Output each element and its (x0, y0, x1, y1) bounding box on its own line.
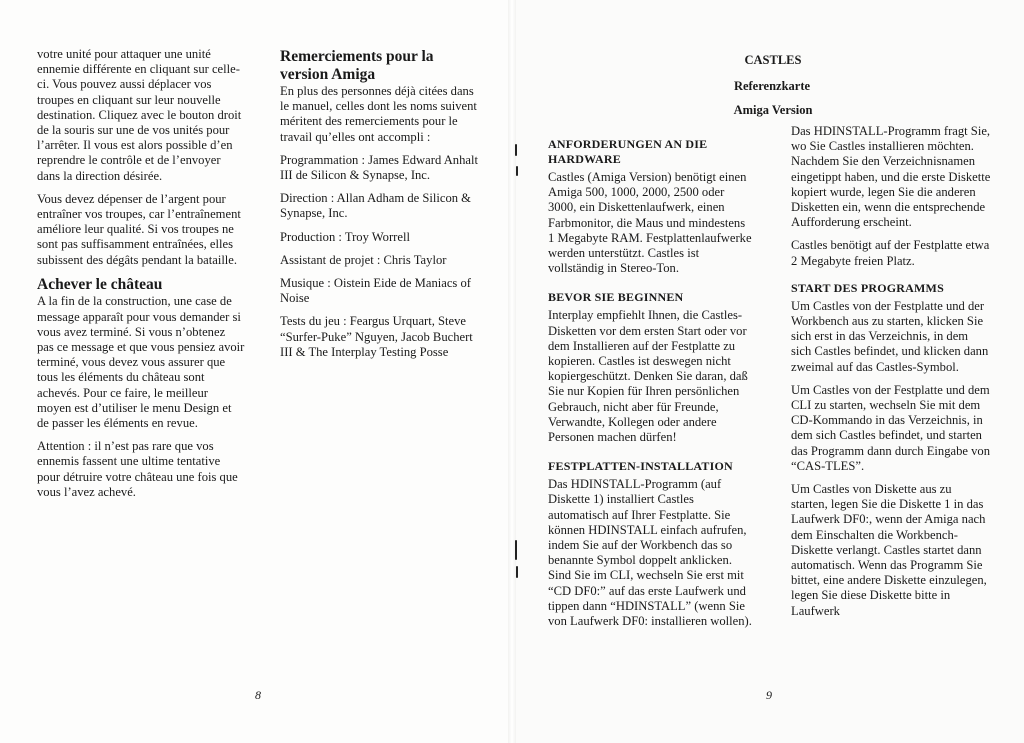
scan-mark (515, 144, 517, 156)
paragraph: Interplay empfiehlt Ihnen, die Castles-Disketten vor dem ersten Start oder vor dem Installieren auf der Festplatte zu kopieren. Castles ist deswegen nicht kopiergeschützt. Denken Sie daran, daß Sie nur Kopien für Ihren persönlichen Gebrauch, nicht aber für Freunde, Verwandte, Kollegen oder andere Personen machen dürfen! (548, 308, 748, 445)
section-heading: Achever le château (37, 275, 163, 293)
section-heading: BEVOR SIE BEGINNEN (548, 290, 684, 305)
paragraph: votre unité pour attaquer une unité ennemie différente en cliquant sur celle-ci. Vous pouvez aussi déplacer vos troupes en cliquant sur leur nouvelle destination. Cliquez avec le bouton droit de la souris sur une de vos unités pour l’arrêter. Il vous est alors possible d’en reprendre le contrôle et de l’envoyer dans la direction désirée. (37, 47, 242, 183)
document-title: CASTLES (744, 53, 802, 67)
credit-line: Direction : Allan Adham de Silicon & Synapse, Inc. (280, 191, 471, 221)
credit-line: Musique : Oistein Eide de Maniacs of Noise (280, 276, 471, 306)
right-column-1 (548, 137, 753, 637)
credit-line: Programmation : James Edward Anhalt III de Silicon & Synapse, Inc. (280, 152, 478, 183)
paragraph: Vous devez dépenser de l’argent pour entraîner vos troupes, car l’entraînement améliore leur qualité. Si vos troupes ne sont pas suffisamment entraînées, elles subissent des dégâts pendant la bataille. (37, 191, 241, 267)
paragraph: En plus des personnes déjà citées dans le manuel, celles dont les noms suivent méritent des remerciements pour le travail qu’elles ont accompli : (280, 84, 477, 144)
paragraph: Das HDINSTALL-Programm fragt Sie, wo Sie Castles installieren möchten. Nachdem Sie den Verzeichnisnamen eingetippt haben, und die erste Diskette kopiert wurde, legen Sie die anderen Disketten ein, wenn die entsprechende Aufforderung erscheint. (791, 124, 991, 230)
paragraph: Um Castles von Diskette aus zu starten, legen Sie die Diskette 1 in das Laufwerk DF0:, wenn der Amiga nach dem Einschalten die Workbench-Diskette verlangt. Castles startet dann automatisch. Wenn das Programm Sie bittet, eine andere Diskette einzulegen, legen Sie diese Diskette bitte in Laufwerk (791, 482, 987, 618)
scan-mark (516, 566, 518, 578)
paragraph: Das HDINSTALL-Programm (auf Diskette 1) installiert Castles automatisch auf Ihrer Festplatte. Sie können HDINSTALL einfach aufrufen, indem Sie auf der Workbench das so benannte Symbol doppelt anklicken. Sind Sie im CLI, wechseln Sie erst mit “CD DF0:” auf das erste Laufwerk und tippen dann “HDINSTALL” (wenn Sie von Laufwerk DF0: installieren wollen). (548, 477, 752, 629)
scan-mark (516, 166, 518, 176)
left-column-1 (37, 47, 245, 508)
right-column-2 (791, 124, 991, 627)
document-subtitle: Referenzkarte (733, 79, 811, 93)
version-label: Amiga Version (733, 103, 813, 117)
page-number: 8 (255, 688, 261, 702)
section-heading: START DES PROGRAMMS (791, 280, 944, 295)
credit-line: Assistant de projet : Chris Taylor (280, 252, 447, 267)
left-column-2 (280, 48, 480, 368)
paragraph: Um Castles von der Festplatte und der Workbench aus zu starten, klicken Sie sich erst in das Verzeichnis, in dem sich Castles befindet, und klicken dann zweimal auf das Castles-Symbol. (791, 298, 989, 374)
paragraph: Castles benötigt auf der Festplatte etwa 2 Megabyte freien Platz. (791, 238, 990, 268)
paragraph: A la fin de la construction, une case de message apparaît pour vous demander si vous avez terminé. Si vous n’obtenez pas ce message et que vous pensiez avoir terminé, vous devez vous assurer que tous les éléments du château sont achevés. Pour ce faire, le meilleur moyen est d’utiliser le menu Design et de passer les éléments en revue. (37, 294, 245, 430)
section-heading: ANFORDERUNGEN AN DIE HARDWARE (548, 137, 708, 166)
page-gutter (508, 0, 516, 743)
credit-line: Production : Troy Worrell (280, 229, 410, 244)
section-heading: FESTPLATTEN-INSTALLATION (548, 459, 733, 474)
section-heading: Remerciements pour la version Amiga (280, 48, 434, 83)
credit-line: Tests du jeu : Feargus Urquart, Steve “Surfer-Puke” Nguyen, Jacob Buchert III & The Interplay Testing Posse (280, 314, 473, 359)
paragraph: Um Castles von der Festplatte und dem CLI zu starten, wechseln Sie mit dem CD-Kommando in das Verzeichnis, in dem sich Castles befindet, und starten das Programm dann durch Eingabe von “CAS-TLES”. (791, 382, 991, 473)
paragraph: Castles (Amiga Version) benötigt einen Amiga 500, 1000, 2000, 2500 oder 3000, ein Diskettenlaufwerk, einen Farbmonitor, die Maus und mindestens 1 Megabyte RAM. Festplattenlaufwerke werden unterstützt. Castles ist vollständig in Stereo-Ton. (548, 170, 752, 276)
paragraph: Attention : il n’est pas rare que vos ennemis fassent une ultime tentative pour détruire votre château une fois que vous l’avez achevé. (37, 439, 238, 499)
scan-mark (515, 540, 517, 560)
page-number: 9 (766, 688, 772, 702)
